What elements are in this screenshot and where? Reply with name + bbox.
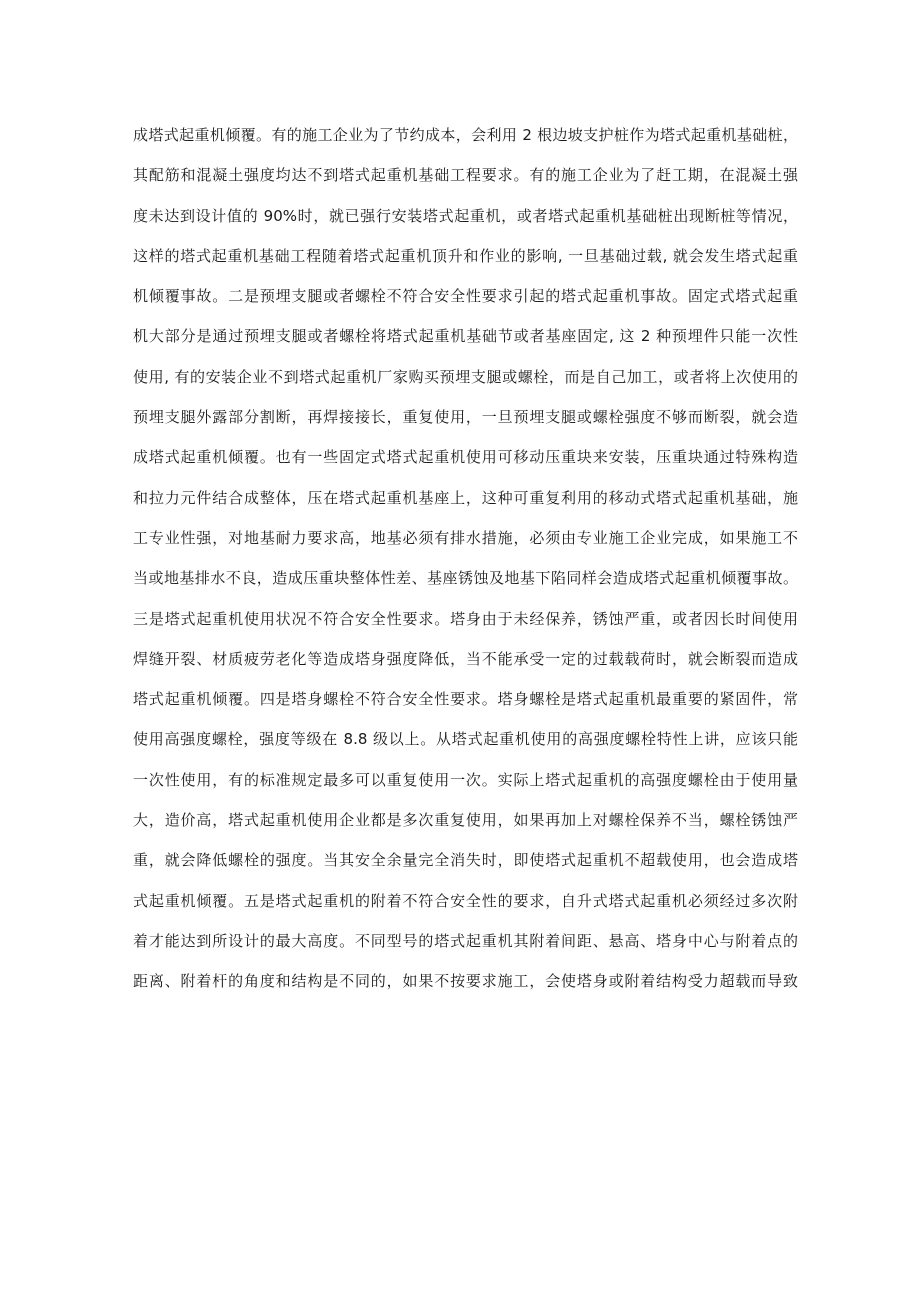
text-line: 当或地基排水不良，造成压重块整体性差、基座锈蚀及地基下陷同样会造成塔式起重机倾覆事故。 — [133, 569, 798, 588]
text-line: 距离、附着杆的角度和结构是不同的，如果不按要求施工，会使塔身或附着结构受力超载而导致 — [133, 972, 798, 991]
text-line: 和拉力元件结合成整体，压在塔式起重机基座上，这种可重复利用的移动式塔式起重机基础，施 — [133, 488, 798, 507]
text-line: 着才能达到所设计的最大高度。不同型号的塔式起重机其附着间距、悬高、塔身中心与附着点的 — [133, 931, 798, 950]
text-line: 成塔式起重机倾覆。有的施工企业为了节约成本，会利用 2 根边坡支护桩作为塔式起重机基础桩， — [133, 126, 798, 144]
text-line: 预埋支腿外露部分割断，再焊接接长，重复使用，一旦预埋支腿或螺栓强度不够而断裂，就会造 — [133, 408, 798, 427]
text-line: 重，就会降低螺栓的强度。当其安全余量完全消失时，即使塔式起重机不超载使用，也会造成塔 — [133, 851, 798, 870]
text-line: 机大部分是通过预埋支腿或者螺栓将塔式起重机基础节或者基座固定, 这 2 种预埋件只能一次性 — [133, 327, 798, 346]
text-line: 度未达到设计值的 90%时，就已强行安装塔式起重机，或者塔式起重机基础桩出现断桩等情况， — [133, 206, 798, 225]
text-line: 塔式起重机倾覆。四是塔身螺栓不符合安全性要求。塔身螺栓是塔式起重机最重要的紧固件，常 — [133, 690, 798, 709]
text-line: 大，造价高，塔式起重机使用企业都是多次重复使用，如果再加上对螺栓保养不当，螺栓锈蚀严 — [133, 811, 798, 830]
body-paragraph — [133, 115, 798, 1002]
text-line: 三是塔式起重机使用状况不符合安全性要求。塔身由于未经保养，锈蚀严重，或者因长时间使用 — [133, 609, 798, 628]
text-line: 使用, 有的安装企业不到塔式起重机厂家购买预埋支腿或螺栓，而是自己加工，或者将上次使用的 — [133, 367, 798, 386]
text-line: 使用高强度螺栓，强度等级在 8.8 级以上。从塔式起重机使用的高强度螺栓特性上讲，应该只能 — [133, 730, 798, 749]
text-line: 式起重机倾覆。五是塔式起重机的附着不符合安全性的要求，自升式塔式起重机必须经过多次附 — [133, 891, 798, 910]
text-line: 焊缝开裂、材质疲劳老化等造成塔身强度降低，当不能承受一定的过载载荷时，就会断裂而造成 — [133, 649, 798, 668]
text-line: 机倾覆事故。二是预埋支腿或者螺栓不符合安全性要求引起的塔式起重机事故。固定式塔式起重 — [133, 287, 798, 306]
text-line: 一次性使用，有的标准规定最多可以重复使用一次。实际上塔式起重机的高强度螺栓由于使用量 — [133, 770, 798, 789]
text-line: 这样的塔式起重机基础工程随着塔式起重机顶升和作业的影响, 一旦基础过载, 就会发生塔式起重 — [133, 246, 798, 265]
text-line: 工专业性强，对地基耐力要求高，地基必须有排水措施，必须由专业施工企业完成，如果施工不 — [133, 528, 798, 547]
text-line: 成塔式起重机倾覆。也有一些固定式塔式起重机使用可移动压重块来安装，压重块通过特殊构造 — [133, 448, 798, 467]
text-line: 其配筋和混凝土强度均达不到塔式起重机基础工程要求。有的施工企业为了赶工期，在混凝土强 — [133, 166, 798, 185]
